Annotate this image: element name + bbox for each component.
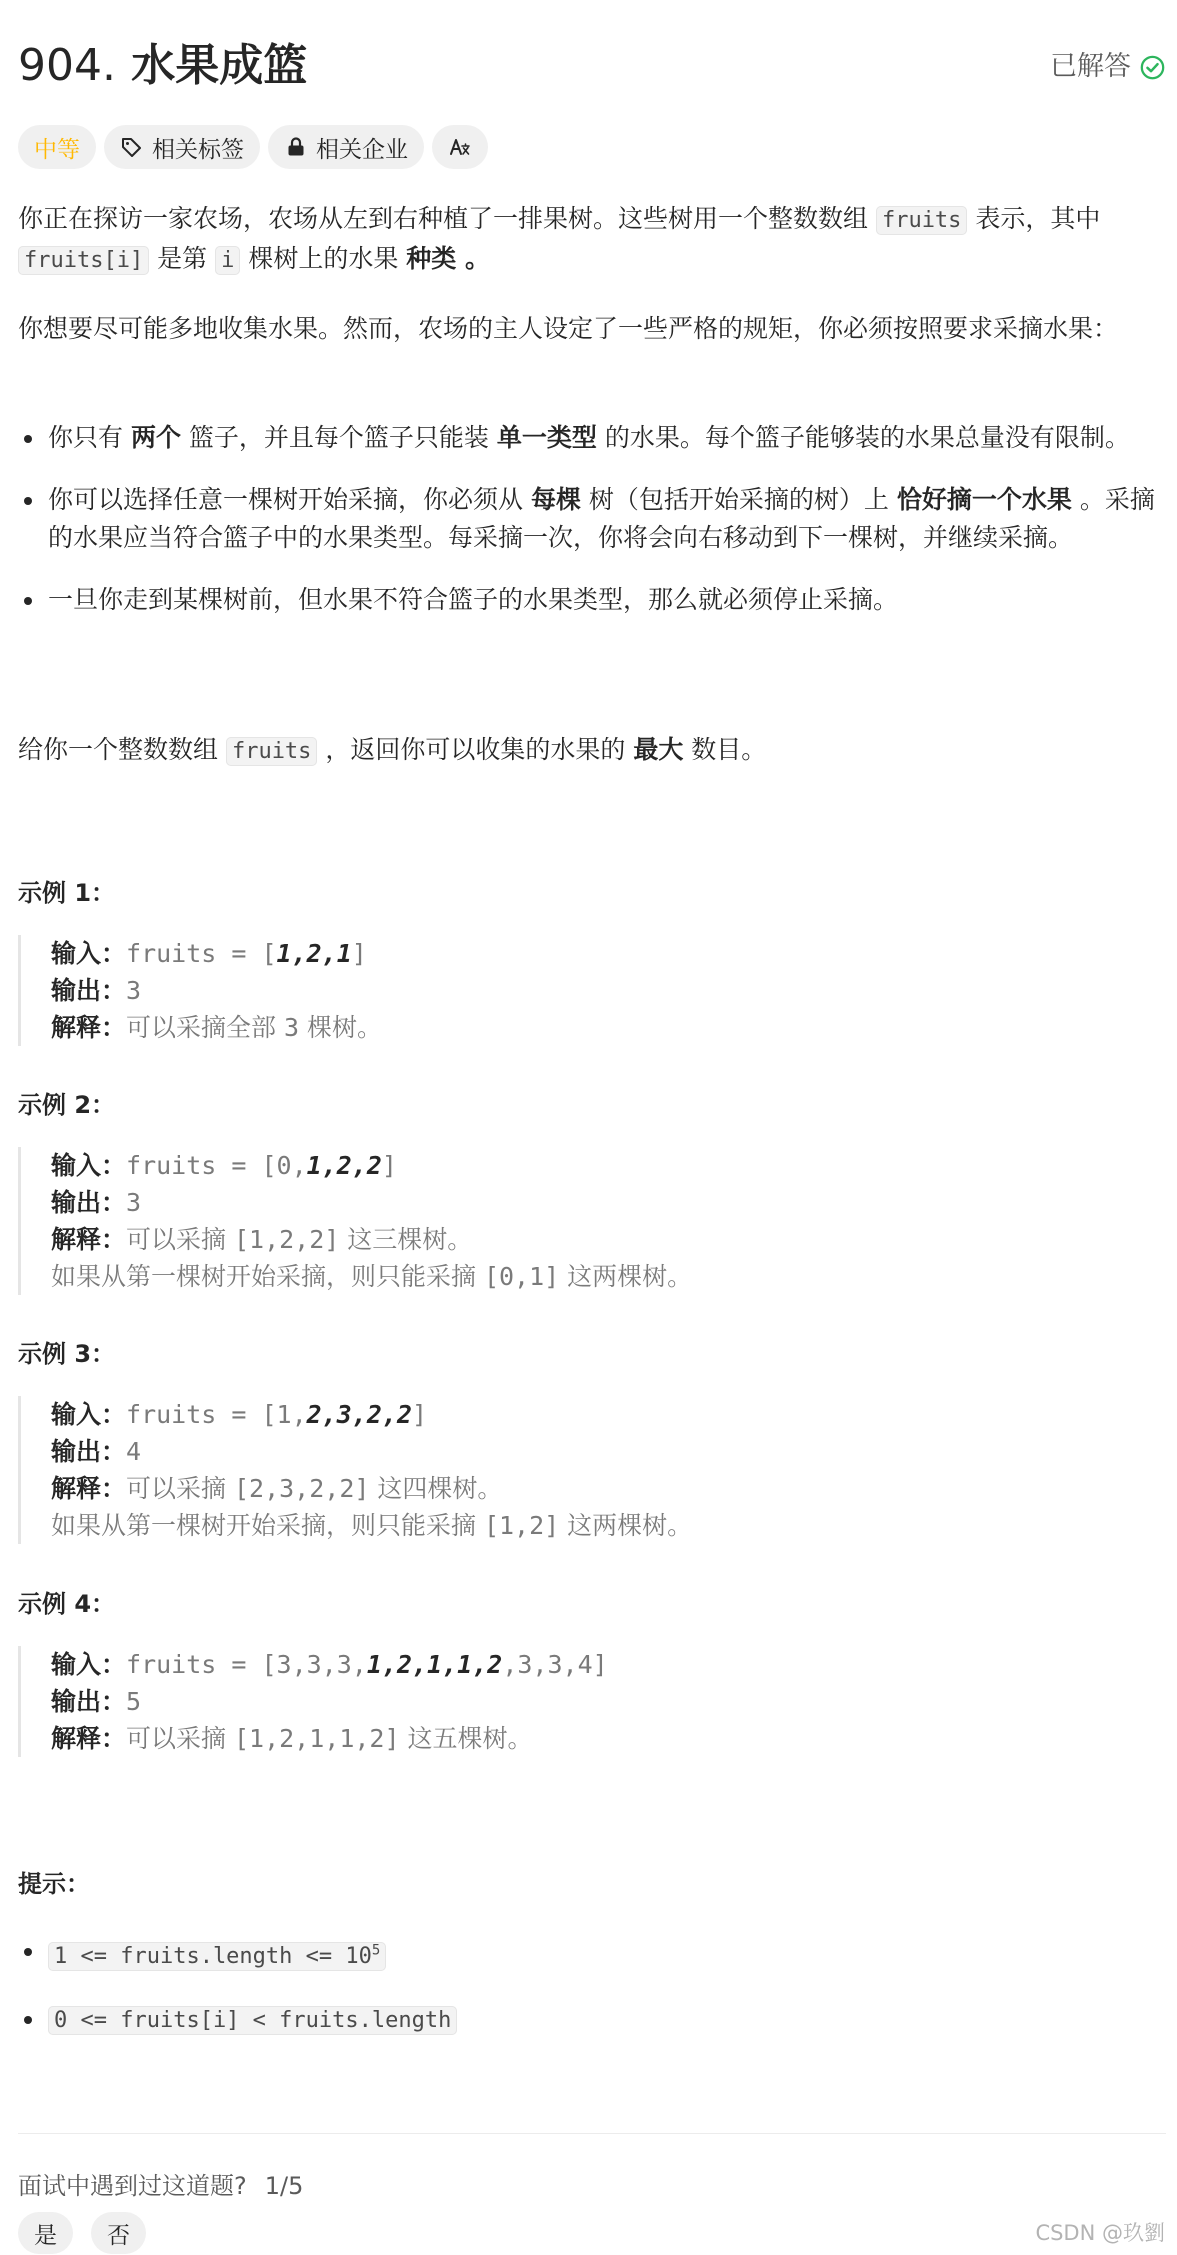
explanation-code: [1,2,2] bbox=[233, 1225, 340, 1254]
rule-text: 的水果。每个篮子能够装的水果总量没有限制。 bbox=[596, 423, 1130, 452]
rule-bold: 两个 bbox=[130, 423, 181, 452]
explanation-text: 可以采摘 bbox=[126, 1474, 234, 1503]
example-1-block bbox=[18, 935, 1158, 1046]
rule-text: 树（包括开始采摘的树）上 bbox=[580, 485, 897, 514]
example-3-title: 示例 3： bbox=[18, 1340, 116, 1368]
translate-icon bbox=[448, 135, 472, 159]
example-output bbox=[51, 1683, 1158, 1720]
example-input bbox=[51, 1147, 1158, 1184]
translate-button[interactable] bbox=[432, 125, 488, 169]
output-value: 3 bbox=[126, 1188, 142, 1217]
constraint-item bbox=[18, 1932, 1158, 1976]
rule-text: 一旦你走到某棵树前，但水果不符合篮子的水果类型，那么就必须停止采摘。 bbox=[48, 585, 899, 614]
related-tags-button[interactable] bbox=[104, 125, 260, 169]
desc-bold: 种类 bbox=[406, 244, 457, 273]
explanation-label: 解释： bbox=[51, 1474, 127, 1503]
watermark: CSDN @玖劉 bbox=[1035, 2221, 1165, 2245]
rule-item bbox=[18, 419, 1158, 457]
example-input bbox=[51, 935, 1158, 972]
input-text: fruits = [ bbox=[126, 939, 277, 968]
desc-text: 棵树上的水果 bbox=[240, 244, 407, 273]
explanation-code: [2,3,2,2] bbox=[233, 1474, 370, 1503]
desc-text: 数目。 bbox=[683, 735, 767, 764]
example-output bbox=[51, 1184, 1158, 1221]
explanation-label: 解释： bbox=[51, 1225, 127, 1254]
input-text: ] bbox=[381, 1151, 397, 1180]
divider bbox=[18, 2133, 1166, 2134]
header-row bbox=[18, 36, 1166, 96]
input-label: 输入： bbox=[51, 1400, 127, 1429]
tag-icon bbox=[120, 135, 144, 159]
explanation-text: 可以采摘 bbox=[126, 1225, 234, 1254]
rule-bold: 每棵 bbox=[530, 485, 581, 514]
example-explanation bbox=[51, 1221, 1158, 1258]
constraints-list bbox=[18, 1932, 1158, 2040]
explanation-text: 这四棵树。 bbox=[369, 1474, 503, 1503]
explanation-text: 棵树。 bbox=[299, 1013, 382, 1042]
description-paragraph-2 bbox=[18, 310, 1158, 348]
difficulty-badge[interactable] bbox=[18, 125, 96, 169]
rule-item bbox=[18, 581, 1158, 619]
explanation-code: [1,2,1,1,2] bbox=[233, 1724, 400, 1753]
interview-question-fraction: 1/5 bbox=[264, 2172, 304, 2200]
problem-title bbox=[18, 36, 307, 96]
input-highlight: 1,2,1 bbox=[276, 939, 352, 968]
example-explanation-2 bbox=[51, 1258, 1158, 1295]
description-paragraph-3 bbox=[18, 731, 1158, 771]
example-2-block bbox=[18, 1147, 1158, 1295]
related-companies-label: 相关企业 bbox=[316, 136, 408, 163]
example-3-block bbox=[18, 1396, 1158, 1544]
input-label: 输入： bbox=[51, 939, 127, 968]
desc-text: ，返回你可以收集的水果的 bbox=[317, 735, 634, 764]
input-label: 输入： bbox=[51, 1151, 127, 1180]
solved-status bbox=[1050, 50, 1166, 84]
input-text: ] bbox=[351, 939, 367, 968]
constraint-code: 0 <= fruits[i] < fruits.length bbox=[48, 2006, 457, 2035]
inline-code-fruits: fruits bbox=[876, 206, 967, 235]
rule-bold: 恰好摘一个水果 bbox=[896, 485, 1072, 514]
example-input bbox=[51, 1396, 1158, 1433]
explanation-text: 这两棵树。 bbox=[559, 1511, 693, 1540]
tag-row bbox=[18, 125, 488, 169]
lock-icon bbox=[284, 135, 308, 159]
no-button[interactable]: 否 bbox=[91, 2212, 146, 2254]
example-explanation bbox=[51, 1720, 1158, 1757]
output-value: 3 bbox=[126, 976, 142, 1005]
example-output bbox=[51, 972, 1158, 1009]
input-text: fruits = [1, bbox=[126, 1400, 307, 1429]
example-explanation bbox=[51, 1470, 1158, 1507]
explanation-label: 解释： bbox=[51, 1013, 127, 1042]
output-label: 输出： bbox=[51, 976, 127, 1005]
related-tags-label: 相关标签 bbox=[152, 136, 244, 163]
output-label: 输出： bbox=[51, 1687, 127, 1716]
description-paragraph-1 bbox=[18, 200, 1158, 280]
inline-code-fruits-i: fruits[i] bbox=[18, 246, 149, 275]
example-4-title: 示例 4： bbox=[18, 1590, 116, 1618]
hints-title: 提示： bbox=[18, 1870, 90, 1898]
inline-code-i: i bbox=[215, 246, 240, 275]
input-highlight: 2,3,2,2 bbox=[306, 1400, 412, 1429]
input-highlight: 1,2,1,1,2 bbox=[366, 1650, 503, 1679]
output-label: 输出： bbox=[51, 1188, 127, 1217]
explanation-text: 可以采摘 bbox=[126, 1724, 234, 1753]
related-companies-button[interactable] bbox=[268, 125, 424, 169]
explanation-code: [0,1] bbox=[483, 1262, 560, 1291]
explanation-code: 3 bbox=[283, 1013, 300, 1042]
output-value: 5 bbox=[126, 1687, 142, 1716]
desc-text: 给你一个整数数组 bbox=[18, 735, 226, 764]
interview-question-text: 面试中遇到过这道题? bbox=[18, 2172, 247, 2200]
desc-bold: 最大 bbox=[633, 735, 684, 764]
explanation-text: 如果从第一棵树开始采摘，则只能采摘 bbox=[51, 1511, 484, 1540]
solved-status-label: 已解答 bbox=[1050, 51, 1131, 82]
rule-text: 你可以选择任意一棵树开始采摘，你必须从 bbox=[48, 485, 531, 514]
constraint-code bbox=[48, 1942, 386, 1971]
constraint-text: 1 <= fruits.length <= 10 bbox=[54, 1944, 372, 1970]
input-text: ,3,3,4] bbox=[502, 1650, 608, 1679]
explanation-label: 解释： bbox=[51, 1724, 127, 1753]
example-explanation bbox=[51, 1009, 1158, 1046]
desc-text: 你想要尽可能多地收集水果。然而，农场的主人设定了一些严格的规矩，你必须按照要求采摘水果： bbox=[18, 314, 1119, 343]
desc-text: 你正在探访一家农场，农场从左到右种植了一排果树。这些树用一个整数数组 bbox=[18, 204, 876, 233]
explanation-text: 这五棵树。 bbox=[399, 1724, 533, 1753]
desc-text: 是第 bbox=[149, 244, 216, 273]
input-text: fruits = [0, bbox=[126, 1151, 307, 1180]
difficulty-label: 中等 bbox=[34, 136, 80, 163]
rule-item bbox=[18, 481, 1158, 557]
yes-no-group bbox=[18, 2212, 146, 2254]
explanation-code: [1,2] bbox=[483, 1511, 560, 1540]
input-text: ] bbox=[412, 1400, 428, 1429]
rule-text: 篮子，并且每个篮子只能装 bbox=[180, 423, 497, 452]
example-input bbox=[51, 1646, 1158, 1683]
explanation-text: 这三棵树。 bbox=[339, 1225, 473, 1254]
input-label: 输入： bbox=[51, 1650, 127, 1679]
rule-bold: 单一类型 bbox=[496, 423, 597, 452]
check-circle-icon bbox=[1139, 54, 1166, 81]
explanation-text: 可以采摘全部 bbox=[126, 1013, 284, 1042]
interview-question bbox=[18, 2166, 303, 2201]
constraint-item bbox=[18, 2000, 1158, 2040]
example-2-title: 示例 2： bbox=[18, 1091, 116, 1119]
yes-button[interactable]: 是 bbox=[18, 2212, 73, 2254]
example-1-title: 示例 1： bbox=[18, 879, 116, 907]
inline-code-fruits: fruits bbox=[226, 737, 317, 766]
desc-text: 表示，其中 bbox=[967, 204, 1101, 233]
example-output bbox=[51, 1433, 1158, 1470]
constraint-exponent: 5 bbox=[371, 1943, 381, 1959]
output-label: 输出： bbox=[51, 1437, 127, 1466]
rules-list bbox=[18, 419, 1158, 619]
explanation-text: 这两棵树。 bbox=[559, 1262, 693, 1291]
input-highlight: 1,2,2 bbox=[306, 1151, 382, 1180]
rule-text: 。采摘的水果应当符合篮子中的水果类型。每采摘一次，你将会向右移动到下一棵树，并继续采摘。 bbox=[48, 485, 1155, 552]
problem-title-text: 水果成篮 bbox=[131, 40, 308, 91]
example-4-block bbox=[18, 1646, 1158, 1757]
problem-number: 904. bbox=[18, 40, 116, 91]
example-explanation-2 bbox=[51, 1507, 1158, 1544]
desc-text: 。 bbox=[456, 244, 491, 273]
input-text: fruits = [3,3,3, bbox=[126, 1650, 367, 1679]
output-value: 4 bbox=[126, 1437, 142, 1466]
rule-text: 你只有 bbox=[48, 423, 131, 452]
explanation-text: 如果从第一棵树开始采摘，则只能采摘 bbox=[51, 1262, 484, 1291]
